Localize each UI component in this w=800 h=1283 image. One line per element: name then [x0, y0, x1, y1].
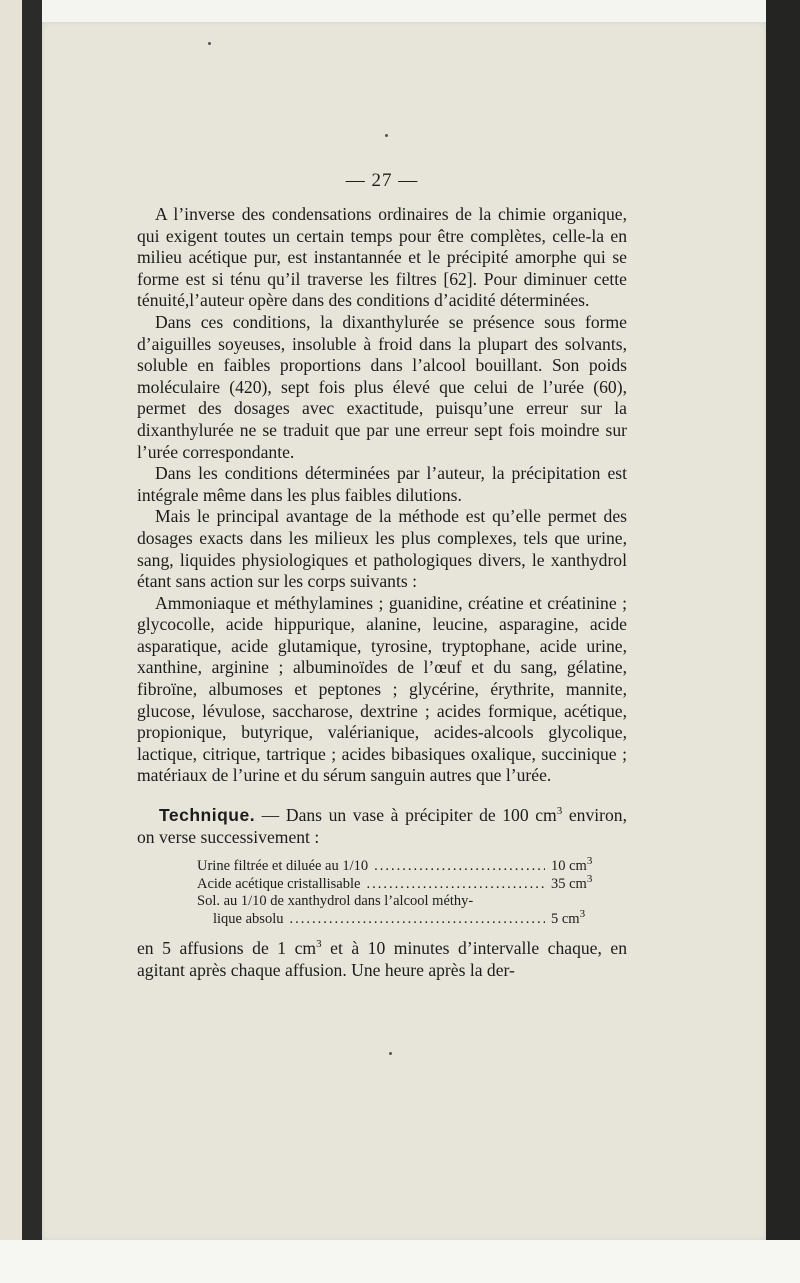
- reagent-list: [197, 855, 607, 928]
- adjacent-page-edge: [0, 0, 22, 1283]
- scan-border-bottom: [0, 1240, 800, 1283]
- paragraph: Ammoniaque et méthylamines ; guanidine, créatine et créatinine ; glycocolle, acide hippurique, alanine, leucine, asparagine, acide asparatique, acide glutamique, tyrosine, tryptophane, acide urine, xanthine, arginine ; albuminoïdes de l’œuf et du sang, gélatine, fibroïne, albumoses et peptones ; glycérine, érythrite, mannite, glucose, lévulose, saccharose, dextrine ; acides formique, acétique, propionique, butyrique, valérianique, acides-alcools glycolique, lactique, citrique, tartrique ; acides bibasiques oxalique, succinique ; matériaux de l’urine et du sérum sanguin autres que l’urée.: [137, 592, 627, 786]
- paper-speck: [385, 134, 388, 137]
- paragraph: Dans ces conditions, la dixanthylurée se présence sous forme d’aiguilles soyeuses, insoluble à froid dans la plupart des solvants, soluble en faibles proportions dans l’alcool bouillant. Son poids moléculaire (420), sept fois plus élevé que celui de l’urée (60), permet des dosages avec exactitude, puisqu’une erreur sur la dixanthylurée ne se traduit que par une erreur sept fois moindre sur l’urée correspondante.: [137, 311, 627, 462]
- paragraph: Mais le principal avantage de la méthode est qu’elle permet des dosages exacts dans les milieux les plus complexes, tels que urine, sang, liquides physiologiques et pathologiques divers, le xanthydrol étant sans action sur les corps suivants :: [137, 506, 627, 592]
- reagent-name: Urine filtrée et diluée au 1/10: [197, 858, 369, 875]
- paper-speck: [389, 1052, 392, 1055]
- page-number: — 27 —: [345, 170, 419, 191]
- section-heading: Technique.: [159, 805, 256, 826]
- paper-speck: [208, 42, 211, 45]
- scan-border-right: [766, 0, 800, 1283]
- technique-text: — Dans un vase à précipiter de 100 cm: [255, 805, 557, 826]
- reagent-row: [197, 907, 607, 929]
- reagent-quantity: 35 $cm^3$: [551, 872, 593, 892]
- technique-text: environ, on verse successivement :: [137, 805, 627, 847]
- leader-dots: [374, 858, 545, 876]
- reagent-quantity: 5 $cm^3$: [551, 907, 586, 927]
- reagent-name-line: Sol. au 1/10 de xanthydrol dans l’alcool méthy-: [197, 893, 474, 910]
- leader-dots: [366, 876, 545, 894]
- page-text: [137, 170, 627, 981]
- reagent-name: Acide acétique cristallisable: [197, 875, 361, 892]
- reagent-quantity: 10 $cm^3$: [551, 855, 593, 875]
- paragraph: A l’inverse des condensations ordinaires de la chimie organique, qui exigent toutes un certain temps pour être complètes, celle-la en milieu acétique pur, est instantannée et le précipité amorphe qui se forme est si ténu qu’il traverse les filtres [62]. Pour diminuer cette ténuité,l’auteur opère dans des conditions d’acidité déterminées.: [137, 204, 627, 311]
- paragraph: Dans les conditions déterminées par l’auteur, la précipitation est intégrale même dans les plus faibles dilutions.: [137, 463, 627, 505]
- technique-paragraph: [137, 805, 627, 848]
- reagent-row: [197, 872, 607, 894]
- reagent-row: [197, 855, 607, 876]
- superscript: 3: [556, 805, 563, 818]
- leader-dots: [289, 911, 545, 929]
- reagent-name: lique absolu: [213, 910, 284, 927]
- section-gap: [137, 787, 627, 805]
- closing-paragraph: en 5 affusions de 1 $cm^3$ et à 10 minutes d’intervalle chaque, en agitant après chaque affusion. Une heure après la der-: [137, 938, 627, 980]
